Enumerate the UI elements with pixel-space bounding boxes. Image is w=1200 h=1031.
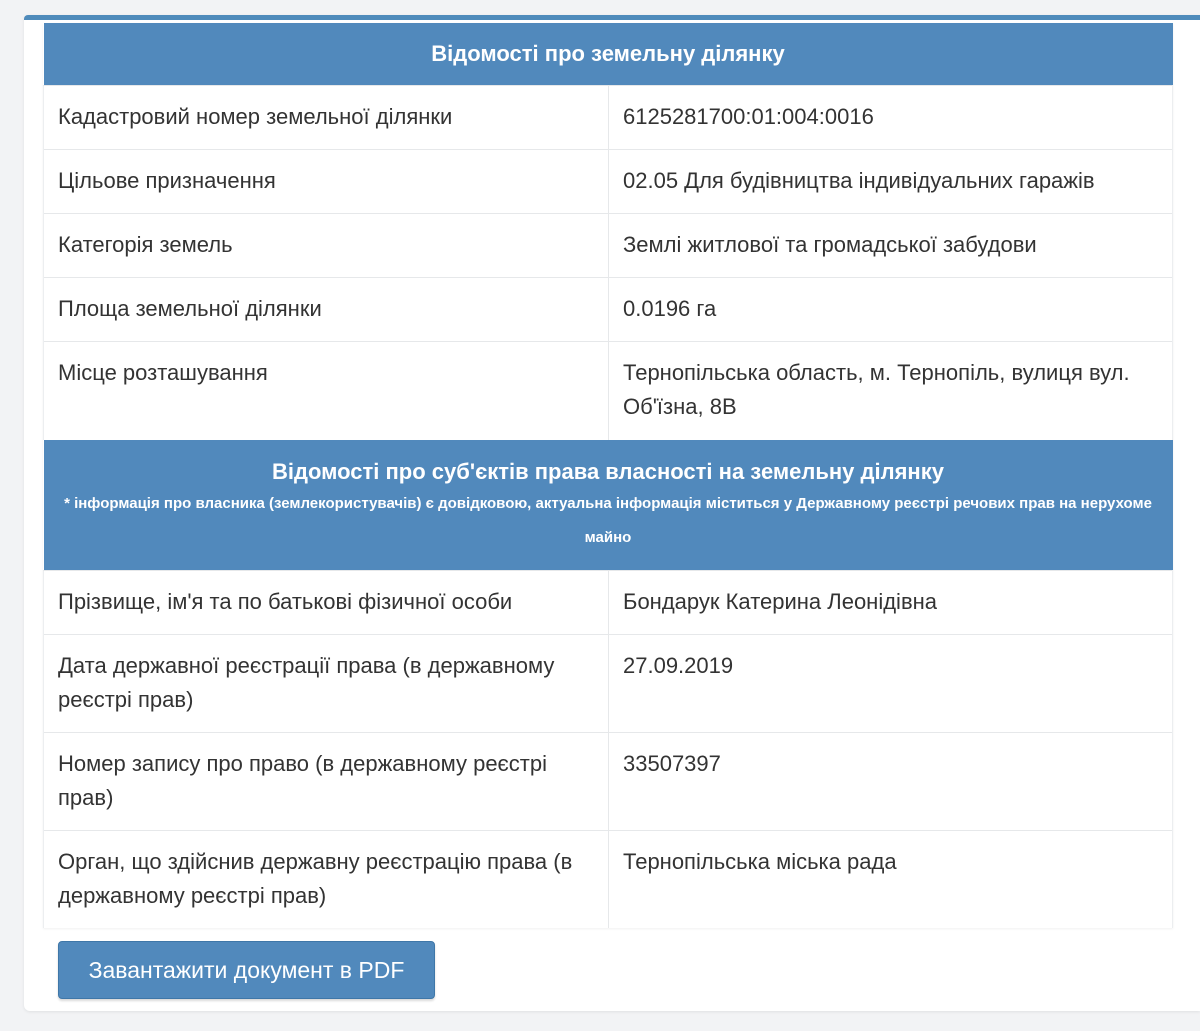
cadastral-number-label: Кадастровий номер земельної ділянки [44, 86, 609, 150]
owner-section-note: * інформація про власника (землекористувачів) є довідковою, актуальна інформація міститься у Державному реєстрі речових прав на нерухоме майно [64, 495, 1152, 546]
land-info-table [43, 23, 1173, 928]
land-section-header-row [44, 23, 1173, 86]
land-section-title: Відомості про земельну ділянку [44, 23, 1173, 86]
owner-name-label: Прізвище, ім'я та по батькові фізичної особи [44, 571, 609, 635]
table-row [44, 831, 1173, 929]
location-label: Місце розташування [44, 342, 609, 441]
registration-date-label: Дата державної реєстрації права (в державному реєстрі прав) [44, 635, 609, 733]
area-value: 0.0196 га [609, 278, 1173, 342]
registering-authority-label: Орган, що здійснив державну реєстрацію права (в державному реєстрі прав) [44, 831, 609, 929]
table-row [44, 733, 1173, 831]
table-row [44, 214, 1173, 278]
owner-section-title: Відомості про суб'єктів права власності на земельну ділянку [272, 459, 944, 484]
owner-name-value: Бондарук Катерина Леонідівна [609, 571, 1173, 635]
table-row [44, 150, 1173, 214]
land-info-card [24, 15, 1200, 1011]
area-label: Площа земельної ділянки [44, 278, 609, 342]
table-row [44, 571, 1173, 635]
land-info-panel [43, 23, 1172, 928]
registering-authority-value: Тернопільська міська рада [609, 831, 1173, 929]
owner-section-header [44, 440, 1173, 571]
table-row [44, 86, 1173, 150]
record-number-label: Номер запису про право (в державному реєстрі прав) [44, 733, 609, 831]
land-category-value: Землі житлової та громадської забудови [609, 214, 1173, 278]
purpose-value: 02.05 Для будівництва індивідуальних гаражів [609, 150, 1173, 214]
registration-date-value: 27.09.2019 [609, 635, 1173, 733]
owner-section-header-row [44, 440, 1173, 571]
cadastral-number-value: 6125281700:01:004:0016 [609, 86, 1173, 150]
table-row [44, 635, 1173, 733]
purpose-label: Цільове призначення [44, 150, 609, 214]
table-row [44, 342, 1173, 441]
land-category-label: Категорія земель [44, 214, 609, 278]
record-number-value: 33507397 [609, 733, 1173, 831]
location-value: Тернопільська область, м. Тернопіль, вулиця вул. Об'їзна, 8В [609, 342, 1173, 441]
download-pdf-button[interactable]: Завантажити документ в PDF [58, 941, 435, 999]
table-row [44, 278, 1173, 342]
